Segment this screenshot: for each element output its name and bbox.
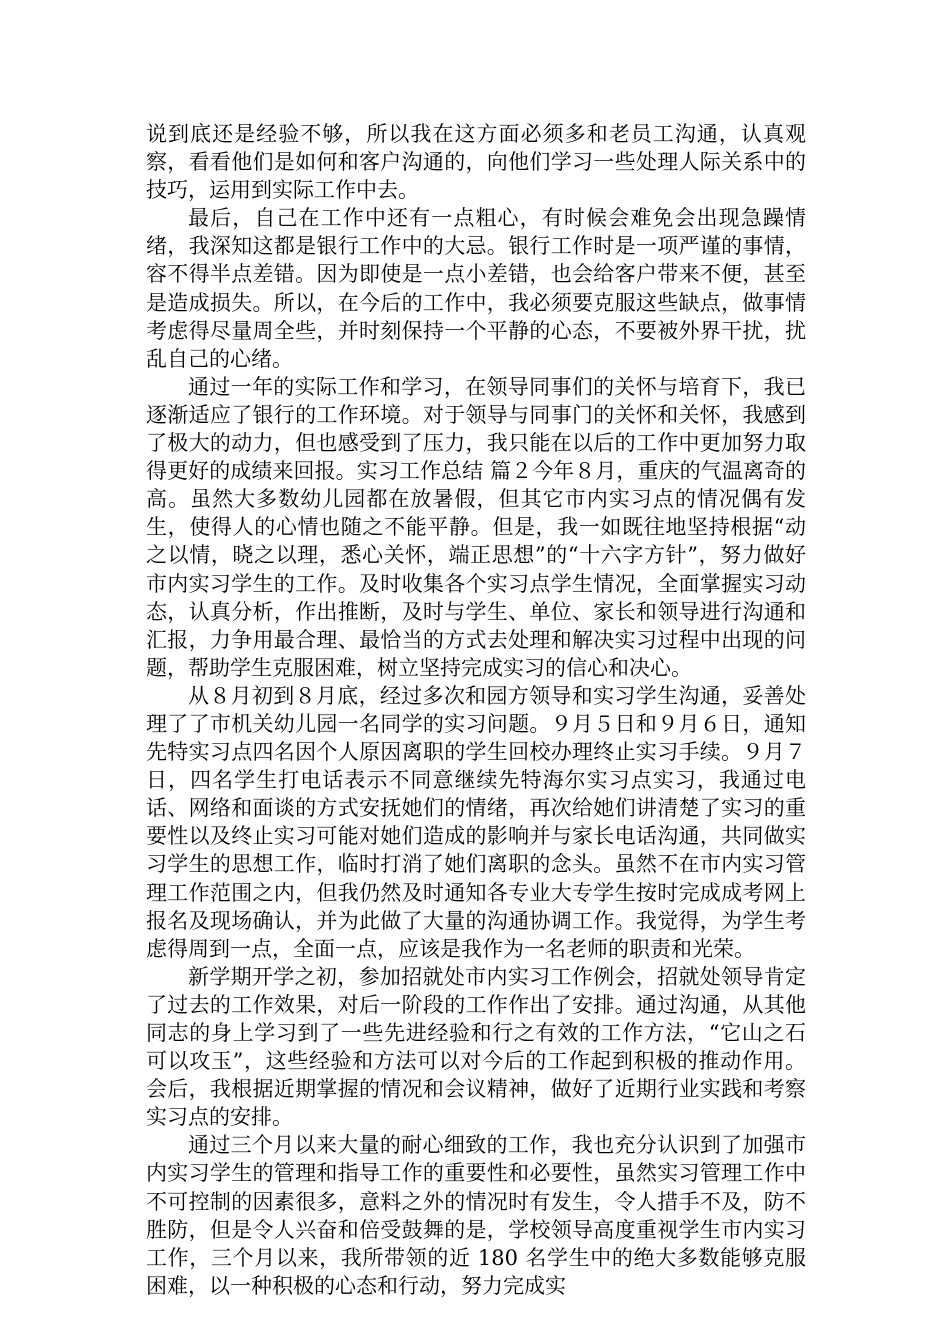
paragraph-3: 通过一年的实际工作和学习，在领导同事们的关怀与培育下，我已逐渐适应了银行的工作环境。对于领导与同事门的关怀和关怀，我感到了极大的动力，但也感受到了压力，我只能在以后的工作中更加努力取得更好的成绩来回报。实习工作总结 篇２今年８月，重庆的气温离奇的高。虽然大多数幼儿园都在放暑假，但其它市内实习点的情况偶有发生，使得人的心情也随之不能平静。但是，我一如既往地坚持根据“动之以情，晓之以理，悉心关怀，端正思想”的“十六字方针”，努力做好市内实习学生的工作。及时收集各个实习点学生情况，全面掌握实习动态，认真分析，作出推断，及时与学生、单位、家长和领导进行沟通和汇报，力争用最合理、最恰当的方式去处理和解决实习过程中出现的问题，帮助学生克服困难，树立坚持完成实习的信心和决心。 xyxy=(146,374,806,680)
paragraph-6: 通过三个月以来大量的耐心细致的工作，我也充分认识到了加强市内实习学生的管理和指导工作的重要性和必要性，虽然实习管理工作中不可控制的因素很多，意料之外的情况时有发生，令人措手不及，防不胜防，但是令人兴奋和倍受鼓舞的是，学校领导高度重视学生市内实习工作，三个月以来，我所带领的近 180 名学生中的绝大多数能够克服困难，以一种积极的心态和行动，努力完成实 xyxy=(146,1133,806,1298)
paragraph-1: 说到底还是经验不够，所以我在这方面必须多和老员工沟通，认真观察，看看他们是如何和客户沟通的，向他们学习一些处理人际关系中的技巧，运用到实际工作中去。 xyxy=(146,122,806,203)
paragraph-4: 从８月初到８月底，经过多次和园方领导和实习学生沟通，妥善处理了了市机关幼儿园一名同学的实习问题。９月５日和９月６日，通知先特实习点四名因个人原因离职的学生回校办理终止实习手续。９月７日，四名学生打电话表示不同意继续先特海尔实习点实习，我通过电话、网络和面谈的方式安抚她们的情绪，再次给她们讲清楚了实习的重要性以及终止实习可能对她们造成的影响并与家长电话沟通，共同做实习学生的思想工作，临时打消了她们离职的念头。虽然不在市内实习管理工作范围之内，但我仍然及时通知各专业大专学生按时完成成考网上报名及现场确认，并为此做了大量的沟通协调工作。我觉得，为学生考虑得周到一点，全面一点，应该是我作为一名老师的职责和光荣。 xyxy=(146,683,806,961)
paragraph-5: 新学期开学之初，参加招就处市内实习工作例会，招就处领导肯定了过去的工作效果，对后一阶段的工作作出了安排。通过沟通，从其他同志的身上学习到了一些先进经验和行之有效的工作方法，“它山之石可以攻玉”，这些经验和方法可以对今后的工作起到积极的推动作用。会后，我根据近期掌握的情况和会议精神，做好了近期行业实践和考察实习点的安排。 xyxy=(146,964,806,1130)
paragraph-2: 最后，自己在工作中还有一点粗心，有时候会难免会出现急躁情绪，我深知这都是银行工作中的大忌。银行工作时是一项严谨的事情，容不得半点差错。因为即使是一点小差错，也会给客户带来不便，甚至是造成损失。所以，在今后的工作中，我必须要克服这些缺点，做事情考虑得尽量周全些，并时刻保持一个平静的心态，不要被外界干扰，扰乱自己的心绪。 xyxy=(146,206,806,371)
document-page xyxy=(146,120,806,1300)
